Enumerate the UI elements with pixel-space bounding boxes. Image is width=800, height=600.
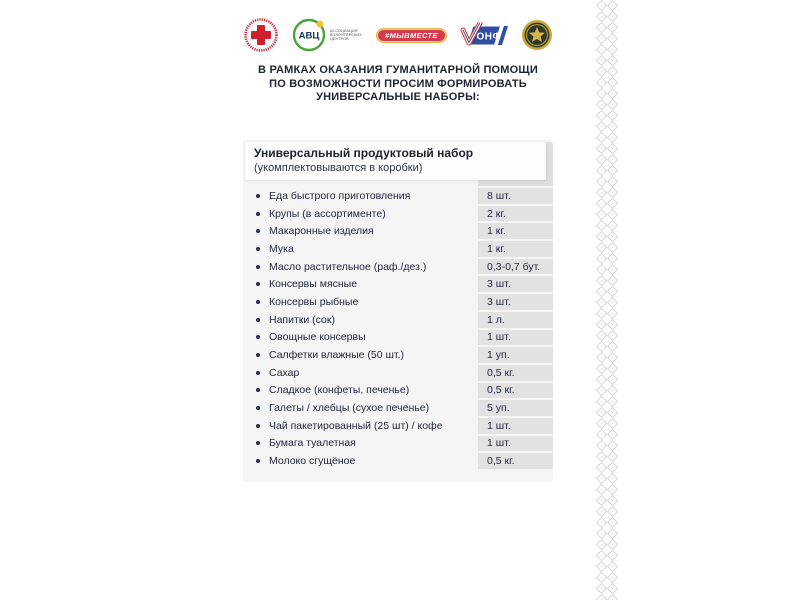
item-label: Молоко сгущёное (269, 455, 356, 468)
title-line-2: ПО ВОЗМОЖНОСТИ ПРОСИМ ФОРМИРОВАТЬ (269, 77, 527, 90)
avc-caption: АССОЦИАЦИЯ ВОЛОНТЁРСКИХ ЦЕНТРОВ (330, 28, 362, 42)
list-item (243, 205, 553, 223)
bullet-icon (256, 406, 260, 410)
title-line-1: В РАМКАХ ОКАЗАНИЯ ГУМАНИТАРНОЙ ПОМОЩИ (258, 64, 538, 76)
list-item (243, 364, 553, 382)
item-value: 8 шт. (478, 188, 553, 204)
item-label: Консервы рыбные (269, 295, 359, 308)
bullet-icon (256, 194, 260, 198)
list-item (243, 435, 553, 453)
item-value: 1 шт. (478, 330, 553, 346)
item-value: 1 шт. (478, 436, 553, 452)
item-label: Сладкое (конфеты, печенье) (269, 384, 410, 397)
item-value: 0,3-0,7 бут. (478, 259, 553, 275)
avc-logo (291, 17, 364, 53)
bullet-icon (256, 459, 260, 463)
card-header (245, 142, 546, 180)
item-value: 3 шт. (478, 294, 553, 310)
bullet-icon (256, 441, 260, 445)
item-value: 3 шт. (478, 276, 553, 292)
list-item (243, 382, 553, 400)
item-label: Напитки (сок) (269, 313, 335, 326)
card-subtitle: (укомплектовываются в коробки) (254, 162, 423, 174)
svg-text:АВЦ: АВЦ (298, 30, 320, 42)
item-label: Масло растительное (раф./дез.) (269, 260, 427, 273)
list-item (243, 399, 553, 417)
list-item (243, 346, 553, 364)
myvmeste-badge (376, 28, 447, 43)
bullet-icon (256, 229, 260, 233)
list-item (243, 222, 553, 240)
myvmeste-label: #МЫВМЕСТЕ (385, 30, 438, 40)
bullet-icon (256, 247, 260, 251)
bullet-icon (256, 318, 260, 322)
list-item (243, 258, 553, 276)
item-value: 1 кг. (478, 241, 553, 257)
list-item (243, 275, 553, 293)
list-item (243, 311, 553, 329)
item-value: 1 уп. (478, 347, 553, 363)
item-label: Крупы (в ассортименте) (269, 207, 386, 220)
logos-row (243, 14, 553, 56)
item-label: Еда быстрого приготовления (269, 189, 411, 202)
item-value: 5 уп. (478, 400, 553, 416)
bullet-icon (256, 424, 260, 428)
onf-logo-icon (459, 22, 509, 48)
red-cross-logo-icon (243, 17, 279, 53)
item-label: Овощные консервы (269, 331, 366, 344)
list-item (243, 329, 553, 347)
decorative-lace-pattern-icon (596, 0, 618, 600)
bullet-icon (256, 212, 260, 216)
military-emblem-logo-icon (521, 19, 553, 51)
avc-circle-icon (291, 17, 327, 53)
page-title (218, 64, 578, 105)
bullet-icon (256, 300, 260, 304)
item-label: Чай пакетированный (25 шт) / кофе (269, 419, 443, 432)
bullet-icon (256, 371, 260, 375)
list-item (243, 187, 553, 205)
title-line-3: УНИВЕРСАЛЬНЫЕ НАБОРЫ: (316, 91, 480, 103)
bullet-icon (256, 265, 260, 269)
item-label: Галеты / хлебцы (сухое печенье) (269, 402, 430, 415)
item-label: Мука (269, 242, 294, 255)
bullet-icon (256, 353, 260, 357)
bullet-icon (256, 388, 260, 392)
product-set-card (243, 140, 553, 482)
item-label: Консервы мясные (269, 278, 358, 291)
item-label: Сахар (269, 366, 300, 379)
list-item (243, 452, 553, 470)
list-item (243, 240, 553, 258)
items-list (243, 187, 553, 470)
svg-text:ОНФ: ОНФ (476, 31, 502, 43)
item-value: 2 кг. (478, 206, 553, 222)
list-item (243, 417, 553, 435)
item-label: Бумага туалетная (269, 437, 356, 450)
item-label: Салфетки влажные (50 шт.) (269, 349, 404, 362)
item-value: 1 кг. (478, 223, 553, 239)
item-value: 0,5 кг. (478, 365, 553, 381)
item-value: 1 шт. (478, 418, 553, 434)
item-value: 0,5 кг. (478, 453, 553, 469)
bullet-icon (256, 335, 260, 339)
bullet-icon (256, 282, 260, 286)
list-item (243, 293, 553, 311)
card-title: Универсальный продуктовый набор (254, 146, 474, 160)
item-value: 0,5 кг. (478, 383, 553, 399)
item-label: Макаронные изделия (269, 225, 374, 238)
item-value: 1 л. (478, 312, 553, 328)
